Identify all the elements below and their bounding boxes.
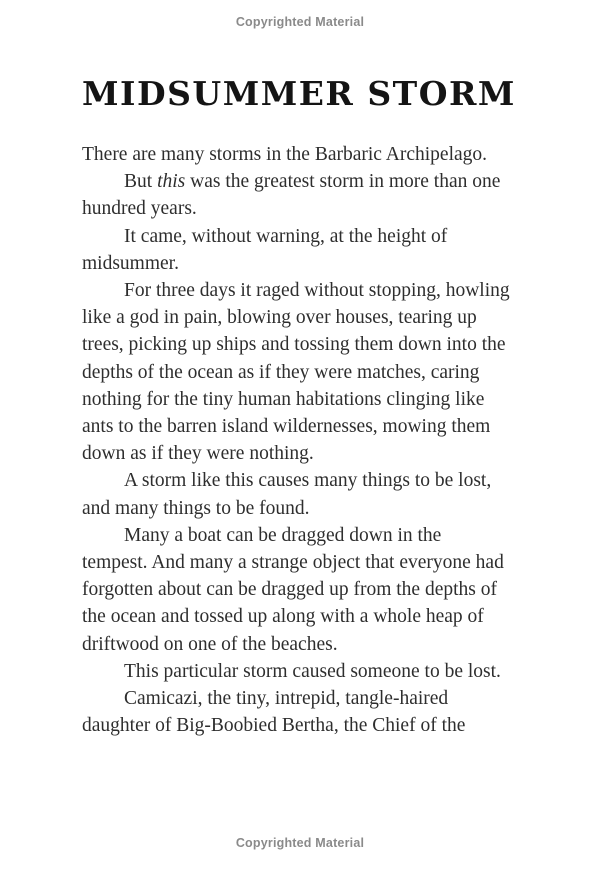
text-line [82, 168, 542, 195]
text-line [82, 359, 542, 386]
text-segment: This particular storm caused someone to be lost. [124, 660, 501, 682]
text-line [82, 631, 542, 658]
text-line [82, 223, 542, 250]
text-line [82, 658, 542, 685]
text-line [82, 522, 542, 549]
text-line [82, 250, 542, 277]
text-line [82, 331, 542, 358]
text-segment: For three days it raged without stopping, howling [124, 280, 510, 302]
text-line [82, 277, 542, 304]
text-line [82, 685, 542, 712]
text-segment: But [124, 171, 158, 193]
text-segment: down as if they were nothing. [82, 443, 314, 465]
copyright-notice-top: Copyrighted Material [235, 15, 365, 29]
text-segment: the ocean and tossed up along with a whole heap of [82, 606, 484, 628]
text-segment: hundred years. [82, 198, 197, 220]
text-segment: daughter of Big-Boobied Bertha, the Chief of the [82, 715, 466, 737]
text-segment: A storm like this causes many things to be lost, [124, 470, 492, 492]
text-segment: tempest. And many a strange object that everyone had [82, 552, 504, 574]
chapter-title: MIDSUMMER STORM [82, 74, 516, 113]
text-line [82, 712, 542, 739]
text-segment: and many things to be found. [82, 497, 310, 519]
text-segment: nothing for the tiny human habitations clinging like [82, 388, 485, 410]
text-segment: depths of the ocean as if they were matches, caring [82, 361, 480, 383]
text-line [82, 141, 542, 168]
text-line [82, 576, 542, 603]
text-segment: driftwood on one of the beaches. [82, 633, 338, 655]
text-segment: Many a boat can be dragged down in the [124, 524, 442, 546]
text-line [82, 495, 542, 522]
text-line [82, 467, 542, 494]
text-line [82, 549, 542, 576]
text-segment: It came, without warning, at the height of [124, 225, 448, 247]
text-segment: was the greatest storm in more than one [185, 171, 501, 193]
page-body [82, 141, 542, 739]
copyright-notice-bottom: Copyrighted Material [235, 836, 365, 850]
text-segment: Camicazi, the tiny, intrepid, tangle-haired [124, 688, 449, 710]
text-line [82, 603, 542, 630]
italic-text-segment: this [157, 171, 186, 193]
text-segment: There are many storms in the Barbaric Archipelago. [82, 144, 488, 165]
text-segment: like a god in pain, blowing over houses, tearing up [82, 307, 477, 329]
text-segment: midsummer. [82, 252, 179, 274]
text-segment: ants to the barren island wildernesses, mowing them [82, 416, 491, 438]
text-line [82, 440, 542, 467]
text-line [82, 413, 542, 440]
text-line [82, 195, 542, 222]
text-line [82, 386, 542, 413]
text-segment: forgotten about can be dragged up from the depths of [82, 579, 497, 601]
text-line [82, 304, 542, 331]
text-segment: trees, picking up ships and tossing them down into the [82, 334, 506, 356]
